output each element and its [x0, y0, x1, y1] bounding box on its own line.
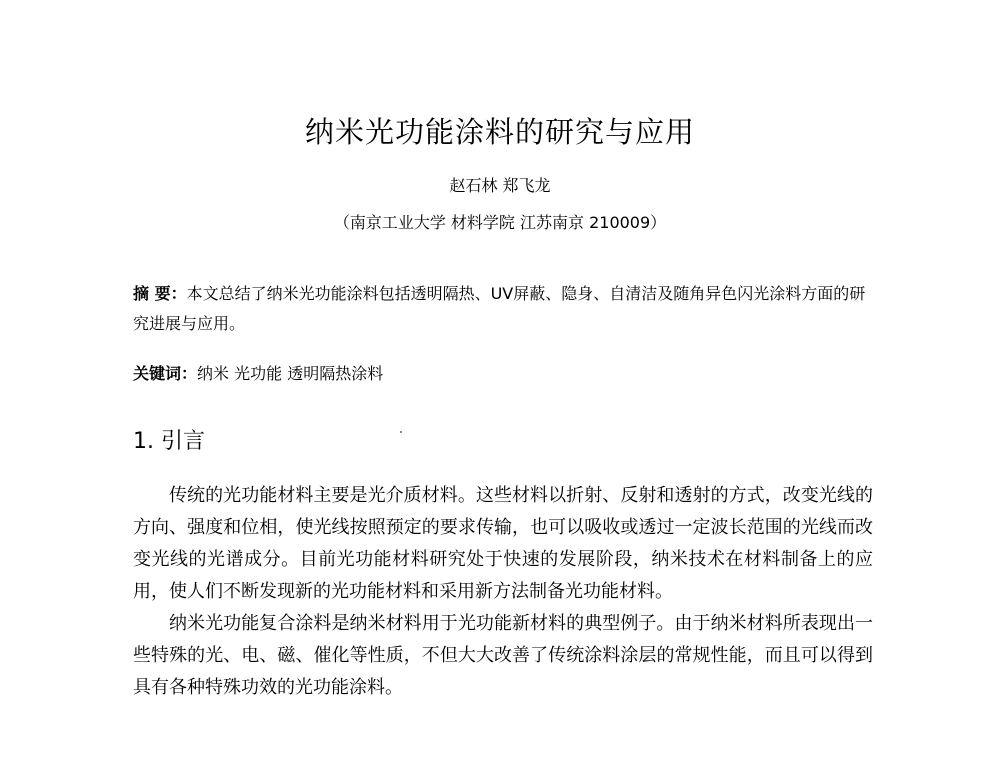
abstract	[133, 279, 873, 339]
paper-authors: 赵石林 郑飞龙	[449, 176, 551, 195]
paper-title: 纳米光功能涂料的研究与应用	[304, 115, 695, 149]
section-heading: 1. 引言	[133, 429, 205, 454]
paper-affiliation: （南京工业大学 材料学院 江苏南京 210009）	[333, 213, 667, 232]
section-body	[133, 480, 873, 704]
keywords-text: 纳米 光功能 透明隔热涂料	[197, 364, 384, 383]
abstract-text: 本文总结了纳米光功能涂料包括透明隔热、UV屏蔽、隐身、自清洁及随角异色闪光涂料方面的研究进展与应用。	[133, 284, 866, 333]
keywords-label: 关键词：	[133, 364, 198, 383]
scan-speck	[400, 431, 402, 433]
body-paragraph: 传统的光功能材料主要是光介质材料。这些材料以折射、反射和透射的方式，改变光线的方向、强度和位相，使光线按照预定的要求传输，也可以吸收或透过一定波长范围的光线而改变光线的光谱成分。目前光功能材料研究处于快速的发展阶段，纳米技术在材料制备上的应用，使人们不断发现新的光功能材料和采用新方法制备光功能材料。	[133, 485, 873, 602]
body-paragraph: 纳米光功能复合涂料是纳米材料用于光功能新材料的典型例子。由于纳米材料所表现出一些特殊的光、电、磁、催化等性质，不但大大改善了传统涂料涂层的常规性能，而且可以得到具有各种特殊功效的光功能涂料。	[133, 613, 873, 698]
keywords	[133, 362, 873, 386]
abstract-label: 摘 要：	[133, 284, 187, 303]
